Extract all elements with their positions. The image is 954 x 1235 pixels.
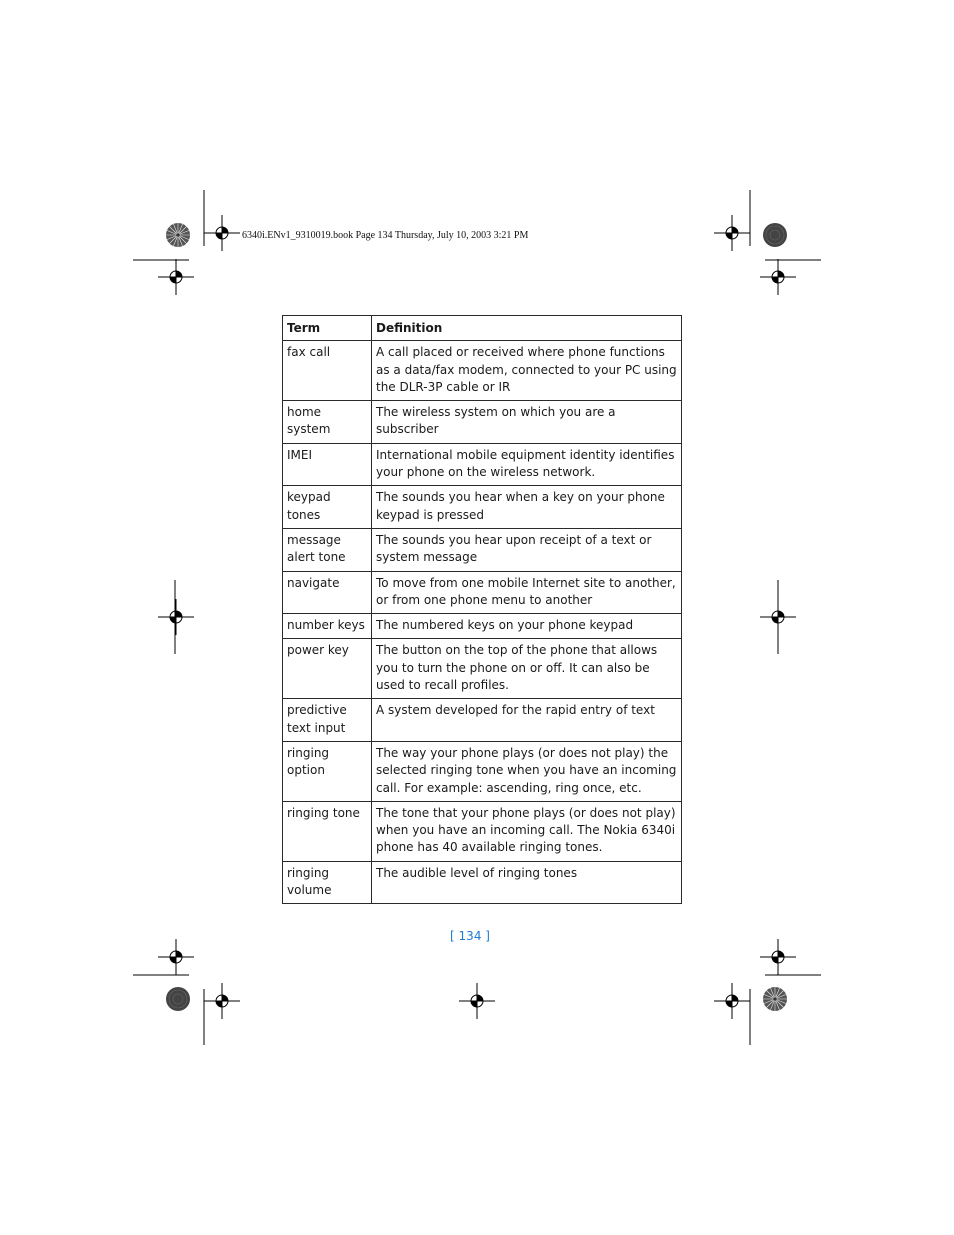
table-row — [283, 861, 682, 904]
term-cell: keypad tones — [283, 486, 372, 529]
term-cell: navigate — [283, 571, 372, 614]
table-row — [283, 443, 682, 486]
definition-cell: The way your phone plays (or does not play) the selected ringing tone when you have an incoming call. For example: ascending, ring once, etc. — [372, 741, 682, 801]
print-header-file-info: 6340i.ENv1_9310019.book Page 134 Thursday, July 10, 2003 3:21 PM — [242, 230, 529, 241]
term-cell: message alert tone — [283, 528, 372, 571]
term-cell: ringing tone — [283, 801, 372, 861]
term-cell: IMEI — [283, 443, 372, 486]
definition-cell: The audible level of ringing tones — [372, 861, 682, 904]
definition-cell: A call placed or received where phone functions as a data/fax modem, connected to your PC using the DLR-3P cable or IR — [372, 341, 682, 401]
term-cell: home system — [283, 401, 372, 444]
definition-cell: The wireless system on which you are a subscriber — [372, 401, 682, 444]
table-row — [283, 341, 682, 401]
table-row — [283, 639, 682, 699]
glossary-table — [282, 315, 682, 904]
definition-cell: The tone that your phone plays (or does not play) when you have an incoming call. The Nokia 6340i phone has 40 available ringing tones. — [372, 801, 682, 861]
term-cell: ringing option — [283, 741, 372, 801]
column-header-definition: Definition — [372, 316, 682, 341]
table-header-row — [283, 316, 682, 341]
table-row — [283, 486, 682, 529]
page-number: [ 134 ] — [450, 929, 490, 943]
definition-cell: A system developed for the rapid entry of text — [372, 699, 682, 742]
table-row — [283, 741, 682, 801]
table-row — [283, 801, 682, 861]
definition-cell: The sounds you hear upon receipt of a text or system message — [372, 528, 682, 571]
definition-cell: To move from one mobile Internet site to another, or from one phone menu to another — [372, 571, 682, 614]
term-cell: number keys — [283, 614, 372, 639]
definition-cell: The numbered keys on your phone keypad — [372, 614, 682, 639]
table-row — [283, 614, 682, 639]
definition-cell: The sounds you hear when a key on your phone keypad is pressed — [372, 486, 682, 529]
term-cell: ringing volume — [283, 861, 372, 904]
term-cell: predictive text input — [283, 699, 372, 742]
term-cell: power key — [283, 639, 372, 699]
table-row — [283, 571, 682, 614]
definition-cell: The button on the top of the phone that allows you to turn the phone on or off. It can also be used to recall profiles. — [372, 639, 682, 699]
definition-cell: International mobile equipment identity identifies your phone on the wireless network. — [372, 443, 682, 486]
table-row — [283, 401, 682, 444]
table-row — [283, 699, 682, 742]
table-row — [283, 528, 682, 571]
column-header-term: Term — [283, 316, 372, 341]
term-cell: fax call — [283, 341, 372, 401]
